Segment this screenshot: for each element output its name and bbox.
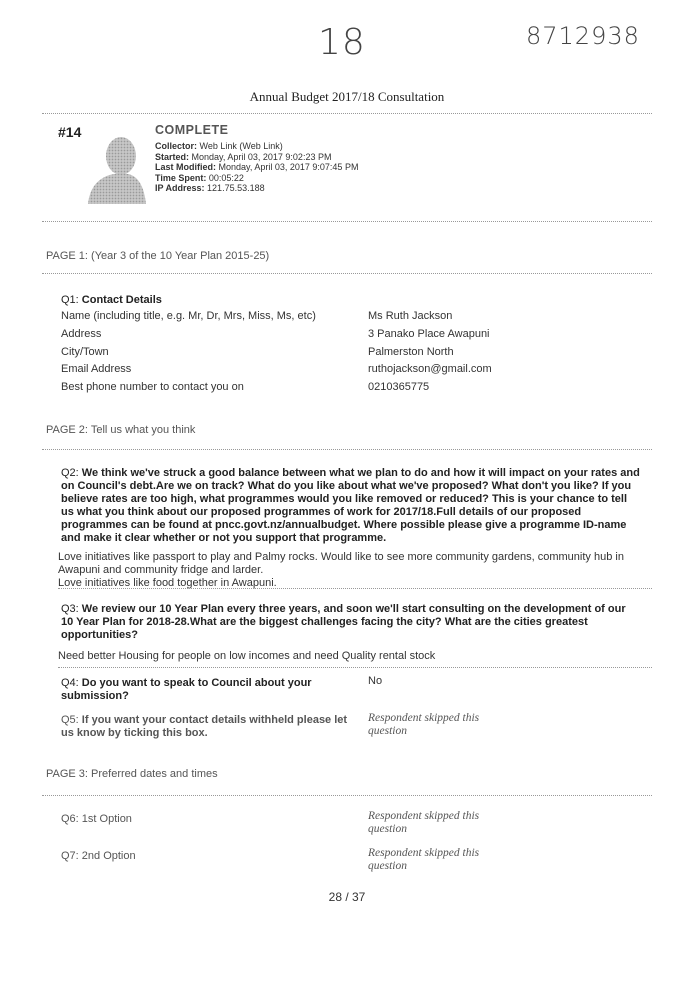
- divider: [58, 667, 652, 668]
- page2-heading: PAGE 2: Tell us what you think: [46, 424, 196, 436]
- contact-name-value: Ms Ruth Jackson: [368, 310, 453, 322]
- modified-row: Last Modified: Monday, April 03, 2017 9:07:45 PM: [155, 162, 359, 172]
- handwritten-reference: 8712938: [526, 22, 640, 50]
- divider: [42, 113, 652, 114]
- q5-answer: Respondent skipped this question: [368, 712, 480, 737]
- divider: [42, 449, 652, 450]
- page3-heading: PAGE 3: Preferred dates and times: [46, 768, 218, 780]
- contact-phone-value: 0210365775: [368, 381, 430, 393]
- contact-city-value: Palmerston North: [368, 346, 454, 358]
- q4-question: Q4: Do you want to speak to Council about your submission?: [61, 677, 312, 702]
- divider: [58, 588, 652, 589]
- q6-label: Q6: 1st Option: [61, 813, 132, 825]
- q4-answer: No: [368, 675, 383, 687]
- time-spent-row: Time Spent: 00:05:22: [155, 172, 244, 183]
- divider: [42, 273, 652, 274]
- divider: [42, 221, 652, 222]
- q7-answer: Respondent skipped this question: [368, 847, 480, 872]
- response-number: #14: [58, 124, 82, 140]
- contact-name-label: Name (including title, e.g. Mr, Dr, Mrs, Miss, Ms, etc): [61, 310, 316, 322]
- q5-question: Q5: If you want your contact details withheld please let us know by ticking this box.: [61, 714, 348, 739]
- q2-question: Q2: We think we've struck a good balance between what we plan to do and how it will impact on your rates and on Council's debt.Are we on track? What do you like about what we've proposed? What don't you like? If you believe rates are too high, what programmes would you like removed or reduced? This is your chance to tell us what you think about our proposed programmes of work for 2017/18.Full details of our proposed programmes can be found at pncc.govt.nz/annualbudget. Where possible please give a programme ID-name and make it clear whether or not you support that programme.: [61, 467, 640, 544]
- response-status: COMPLETE: [155, 123, 229, 137]
- page1-heading: PAGE 1: (Year 3 of the 10 Year Plan 2015-25): [46, 250, 270, 262]
- contact-phone-label: Best phone number to contact you on: [61, 381, 244, 393]
- divider: [42, 795, 652, 796]
- contact-email-label: Email Address: [61, 363, 132, 375]
- q7-label: Q7: 2nd Option: [61, 850, 136, 862]
- ip-row: IP Address: 121.75.53.188: [155, 183, 265, 193]
- q2-answer: Love initiatives like passport to play and Palmy rocks. Would like to see more community gardens, community hub in Awapuni and community fridge and larder. Love initiatives like food together in Awapuni.: [58, 551, 624, 589]
- avatar-icon: [84, 134, 146, 204]
- q1-title: Q1: Contact Details: [61, 294, 162, 306]
- contact-email-value: ruthojackson@gmail.com: [368, 363, 492, 375]
- q3-question: Q3: We review our 10 Year Plan every three years, and soon we'll start consulting on the development of our 10 Year Plan for 2018-28.What are the biggest challenges facing the city? What are the cities greatest opportunities?: [61, 603, 626, 641]
- started-row: Started: Monday, April 03, 2017 9:02:23 PM: [155, 151, 332, 162]
- contact-city-label: City/Town: [61, 346, 109, 358]
- document-title: Annual Budget 2017/18 Consultation: [249, 89, 445, 104]
- page-counter: 28 / 37: [328, 890, 366, 904]
- response-meta: [155, 141, 358, 194]
- q3-answer: Need better Housing for people on low incomes and need Quality rental stock: [58, 650, 436, 662]
- collector-row: Collector: Web Link (Web Link): [155, 141, 283, 151]
- contact-address-label: Address: [61, 328, 102, 340]
- q6-answer: Respondent skipped this question: [368, 810, 480, 835]
- handwritten-page-number: 18: [318, 22, 366, 63]
- contact-address-value: 3 Panako Place Awapuni: [368, 328, 490, 340]
